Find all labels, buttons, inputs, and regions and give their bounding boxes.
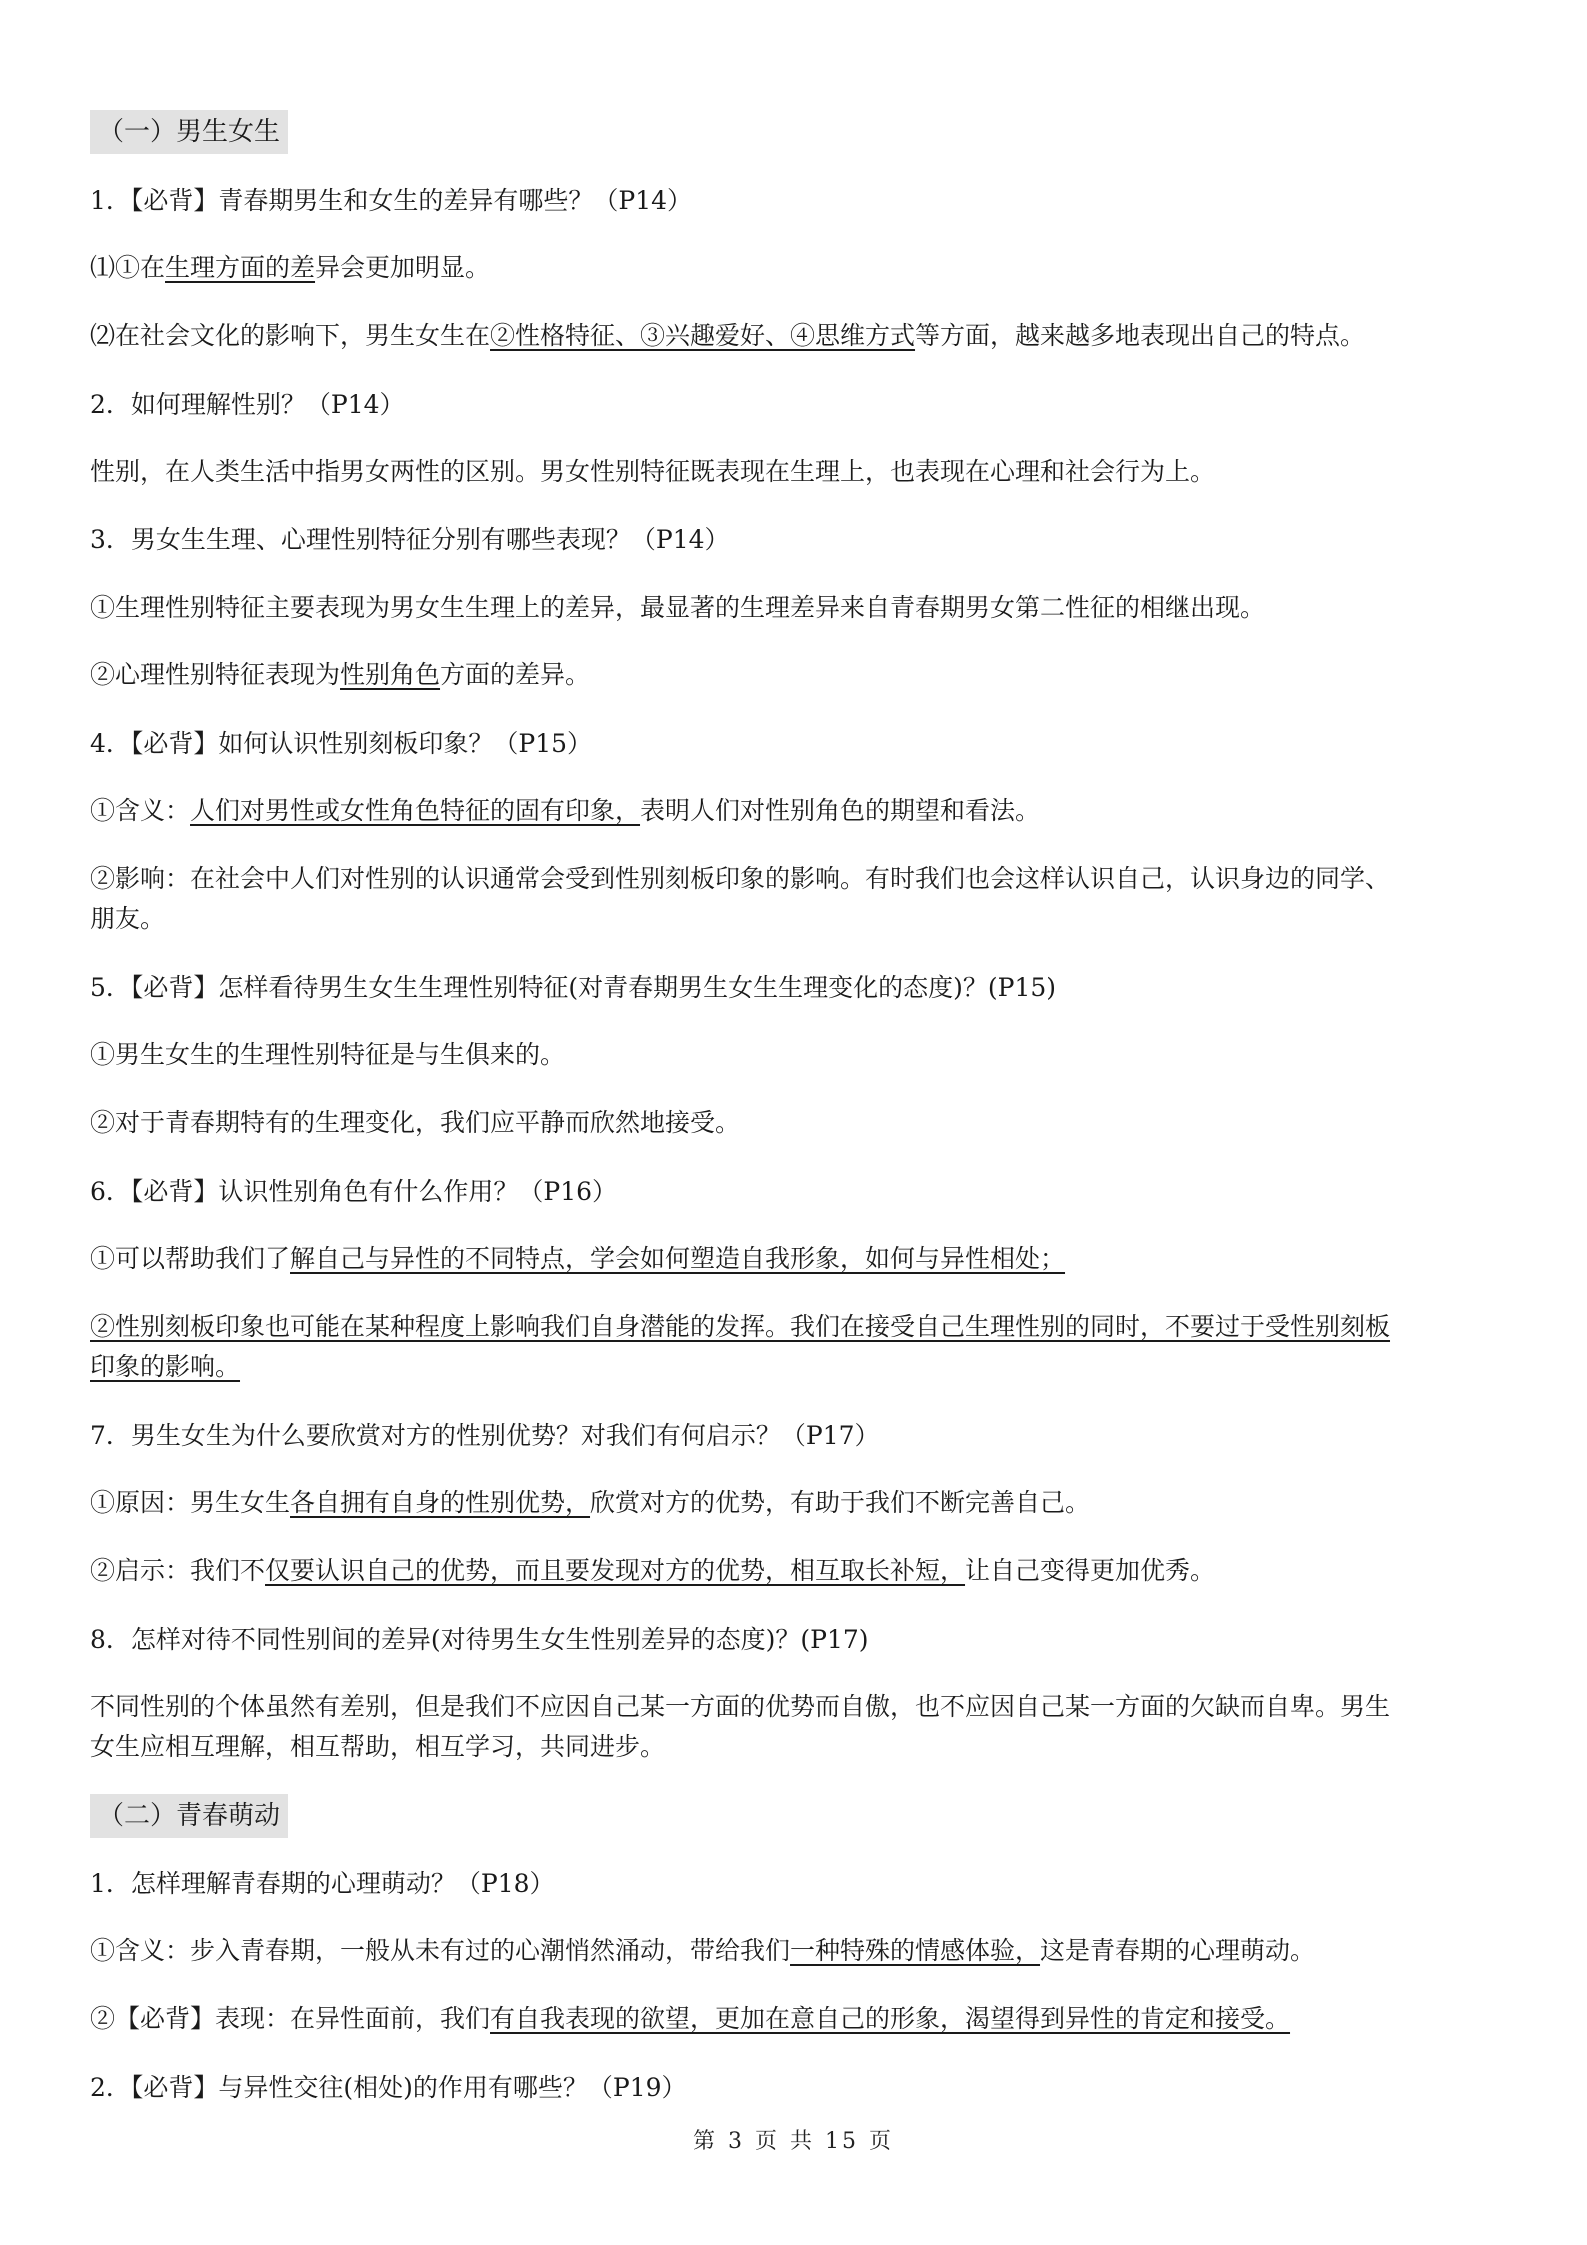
question-2-answer-1: 性别，在人类生活中指男女两性的区别。男女性别特征既表现在生理上，也表现在心理和社会行为上。 xyxy=(90,457,1216,486)
question-1-title: 1．【必背】青春期男生和女生的差异有哪些？（P14） xyxy=(90,186,693,215)
question-5-answer-2: ②对于青春期特有的生理变化，我们应平静而欣然地接受。 xyxy=(90,1108,741,1137)
key-point-underline: 各自拥有自身的性别优势， xyxy=(290,1488,591,1517)
key-point-underline: 性别角色 xyxy=(340,660,441,689)
question-6-title: 6．【必背】认识性别角色有什么作用？（P16） xyxy=(90,1177,618,1206)
key-point-underline: 人们对男性或女性角色特征的固有印象， xyxy=(190,796,641,825)
question-8-title: 8．怎样对待不同性别间的差异(对待男生女生性别差异的态度)？(P17) xyxy=(90,1625,869,1654)
question-7-title: 7．男生女生为什么要欣赏对方的性别优势？对我们有何启示？（P17） xyxy=(90,1421,880,1450)
question-4-answer-1: ①含义：人们对男性或女性角色特征的固有印象，表明人们对性别角色的期望和看法。 xyxy=(90,796,1041,825)
question-5-title: 5．【必背】怎样看待男生女生生理性别特征(对青春期男生女生生理变化的态度)？(P15) xyxy=(90,973,1057,1002)
question-4-answer-2-cont: 朋友。 xyxy=(90,904,166,933)
question-7-answer-2: ②启示：我们不仅要认识自己的优势，而且要发现对方的优势，相互取长补短，让自己变得更加优秀。 xyxy=(90,1556,1216,1585)
question-6-answer-2-cont xyxy=(90,1345,1510,1389)
s2-question-1-answer-2: ②【必背】表现：在异性面前，我们有自我表现的欲望，更加在意自己的形象，渴望得到异性的肯定和接受。 xyxy=(90,2004,1291,2033)
question-8-answer-1: 不同性别的个体虽然有差别，但是我们不应因自己某一方面的优势而自傲，也不应因自己某一方面的欠缺而自卑。男生 xyxy=(90,1692,1391,1721)
question-7-answer-1: ①原因：男生女生各自拥有自身的性别优势，欣赏对方的优势，有助于我们不断完善自己。 xyxy=(90,1488,1091,1517)
key-point-underline: 印象的影响。 xyxy=(90,1352,241,1381)
question-1-answer-1: ⑴①在生理方面的差异会更加明显。 xyxy=(90,253,491,282)
key-point-underline: ②性格特征、③兴趣爱好、④思维方式 xyxy=(490,321,916,350)
key-point-underline: 解自己与异性的不同特点，学会如何塑造自我形象，如何与异性相处； xyxy=(290,1244,1066,1273)
question-4-answer-2: ②影响：在社会中人们对性别的认识通常会受到性别刻板印象的影响。有时我们也会这样认识自己，认识身边的同学、 xyxy=(90,864,1391,893)
key-point-underline: 一种特殊的情感体验， xyxy=(790,1936,1041,1965)
key-point-underline: 生理方面的差 xyxy=(165,253,316,282)
question-3-answer-1: ①生理性别特征主要表现为男女生生理上的差异，最显著的生理差异来自青春期男女第二性征的相继出现。 xyxy=(90,593,1266,622)
question-3-title: 3．男女生生理、心理性别特征分别有哪些表现？（P14） xyxy=(90,525,730,554)
question-1-answer-2: ⑵在社会文化的影响下，男生女生在②性格特征、③兴趣爱好、④思维方式等方面，越来越多地表现出自己的特点。 xyxy=(90,321,1366,350)
question-8-answer-1-cont: 女生应相互理解，相互帮助，相互学习，共同进步。 xyxy=(90,1732,666,1761)
s2-question-2-title: 2．【必背】与异性交往(相处)的作用有哪些？（P19） xyxy=(90,2073,687,2102)
section-title: （一）男生女生 xyxy=(90,110,288,154)
question-2-title: 2．如何理解性别？（P14） xyxy=(90,390,405,419)
page-footer: 第 3 页 共 15 页 xyxy=(693,2129,894,2154)
question-3-answer-2: ②心理性别特征表现为性别角色方面的差异。 xyxy=(90,660,591,689)
s2-question-1-answer-1: ①含义：步入青春期，一般从未有过的心潮悄然涌动，带给我们一种特殊的情感体验，这是青春期的心理萌动。 xyxy=(90,1936,1316,1965)
question-5-answer-1: ①男生女生的生理性别特征是与生俱来的。 xyxy=(90,1040,566,1069)
section-title: （二）青春萌动 xyxy=(90,1794,288,1838)
s2-question-1-title: 1．怎样理解青春期的心理萌动？（P18） xyxy=(90,1869,555,1898)
section-heading-1 xyxy=(90,110,1510,154)
question-6-answer-1: ①可以帮助我们了解自己与异性的不同特点，学会如何塑造自我形象，如何与异性相处； xyxy=(90,1244,1066,1273)
question-4-title: 4．【必背】如何认识性别刻板印象？（P15） xyxy=(90,729,593,758)
key-point-underline: ②性别刻板印象也可能在某种程度上影响我们自身潜能的发挥。我们在接受自己生理性别的同时，不要过于受性别刻板 xyxy=(90,1312,1391,1341)
key-point-underline: 有自我表现的欲望，更加在意自己的形象，渴望得到异性的肯定和接受。 xyxy=(490,2004,1291,2033)
question-6-answer-2 xyxy=(90,1305,1510,1349)
key-point-underline: 仅要认识自己的优势，而且要发现对方的优势，相互取长补短， xyxy=(265,1556,966,1585)
section-heading-2 xyxy=(90,1794,1510,1838)
